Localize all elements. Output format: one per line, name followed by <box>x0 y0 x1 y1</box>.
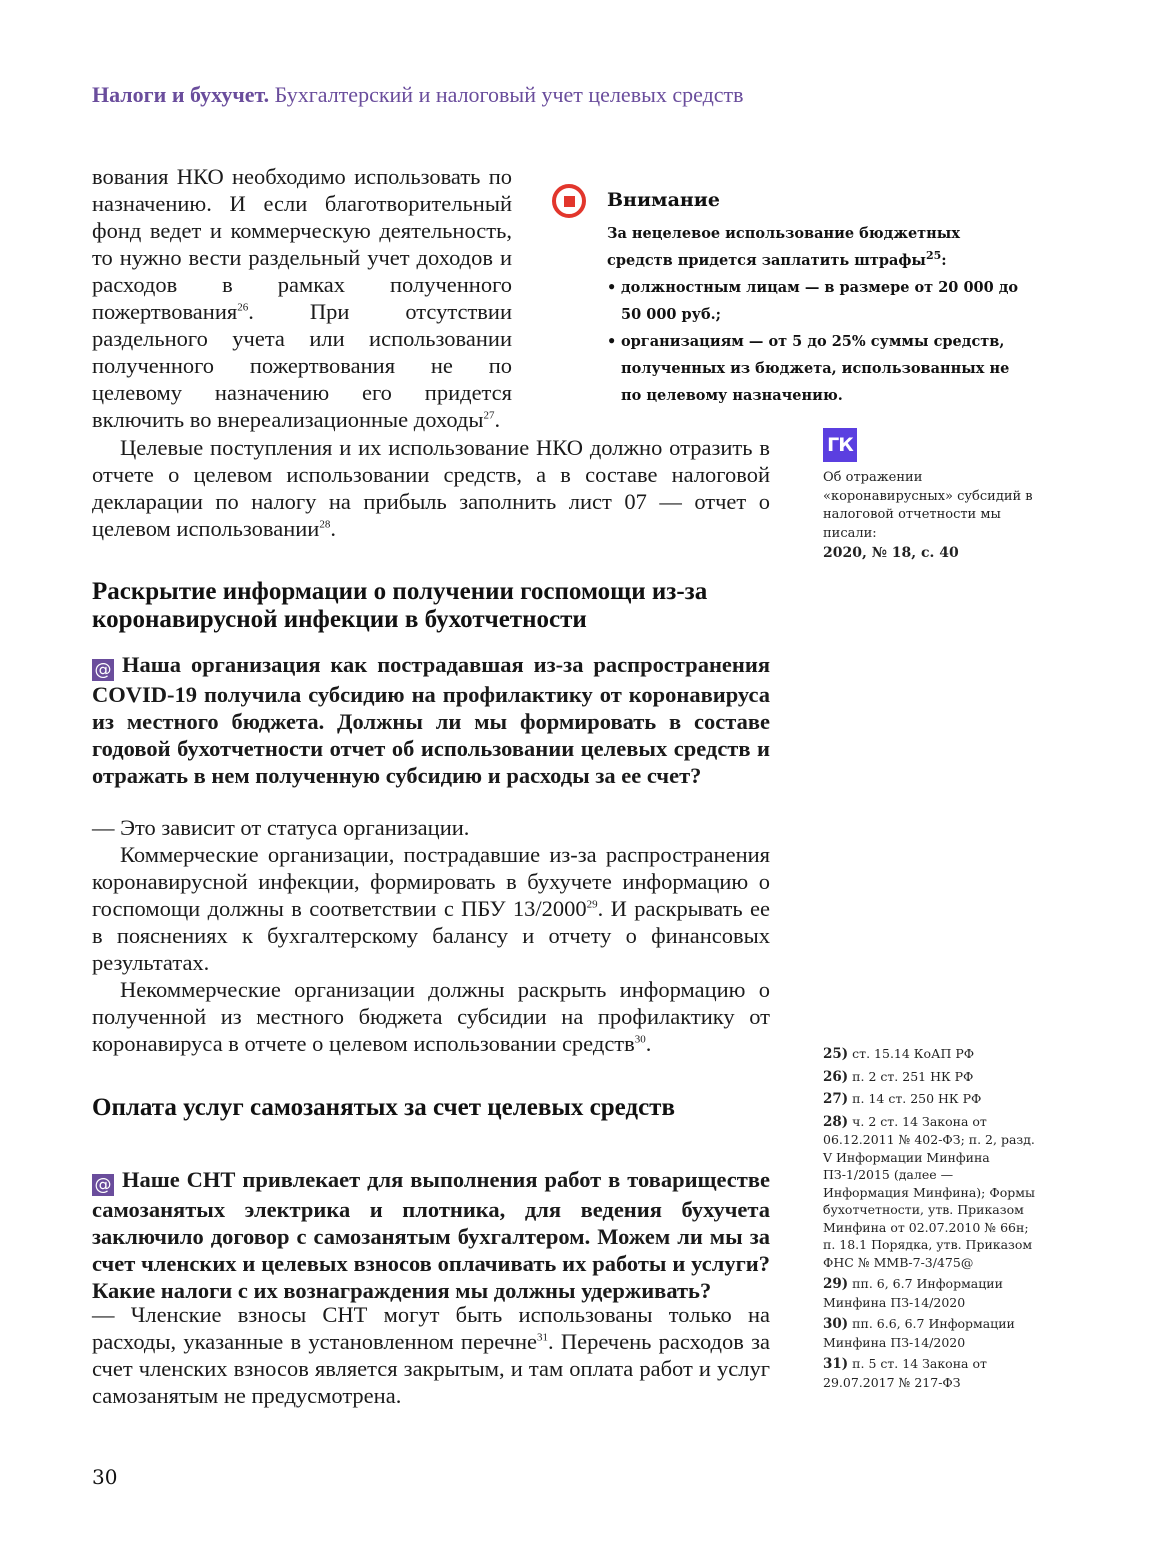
stop-icon <box>552 184 586 218</box>
footnote-ref[interactable]: 29 <box>586 898 598 911</box>
question-at-icon: @ <box>92 659 114 681</box>
attention-body <box>607 220 1027 409</box>
section-heading-2: Оплата услуг самозанятых за счет целевых средств <box>92 1094 675 1121</box>
footnote-ref[interactable]: 30 <box>634 1033 646 1046</box>
section-heading-1: Раскрытие информации о получении госпомощи из-за коронавирусной инфекции в бухотчетности <box>92 578 708 633</box>
attention-list-item: • организациям — от 5 до 25% суммы средств, полученных из бюджета, использованных не по целевому назначению. <box>607 328 1027 409</box>
running-header <box>92 82 744 108</box>
attention-title: Внимание <box>607 189 720 211</box>
footnote-item: 30) пп. 6.6, 6.7 Информации Минфина ПЗ-14/2020 <box>823 1316 1015 1350</box>
footnote-ref[interactable]: 26 <box>237 301 249 314</box>
intro-paragraph-2: Целевые поступления и их использование НКО должно отразить в отчете о целевом использовании средств, а в составе налоговой декларации по налогу на прибыль заполнить лист 07 — отчет о целевом использовании$^{28}$. <box>92 435 770 541</box>
sidebar-reference-text: Об отражении «коронавирусных» субсидий в налоговой отчетности мы писали: <box>823 470 1033 541</box>
attention-lead: За нецелевое использование бюджетных средств придется заплатить штрафы$^{25}$: <box>607 225 960 269</box>
footnote-item: 25) ст. 15.14 КоАП РФ <box>823 1046 975 1062</box>
footnote-item: 29) пп. 6, 6.7 Информации Минфина ПЗ-14/2020 <box>823 1276 1003 1310</box>
question-1: @ Наша организация как пострадавшая из-за распространения COVID-19 получила субсидию на профилактику от коронавируса из местного бюджета. Должны ли мы формировать в составе годовой бухотчетности отчет об использовании целевых средств и отражать в нем полученную субсидию и расходы за ее счет? <box>92 652 770 788</box>
footnote-item: 26) п. 2 ст. 251 НК РФ <box>823 1068 974 1085</box>
footnote-item: 31) п. 5 ст. 14 Закона от 29.07.2017 № 217-ФЗ <box>823 1356 987 1390</box>
footnote-ref[interactable]: 28 <box>319 518 331 531</box>
footnotes <box>823 1045 1043 1395</box>
answer-1-lead: — Это зависит от статуса организации. <box>92 815 470 840</box>
sidebar-reference <box>823 469 1043 563</box>
page-number: 30 <box>92 1465 118 1489</box>
question-2: @ Наше СНТ привлекает для выполнения работ в товариществе самозанятых электрика и плотника, для ведения бухучета заключило договор с самозанятым бухгалтером. Можем ли мы за счет членских и целевых взносов оплачивать их работы и услуги? Какие налоги с их вознаграждения мы должны удерживать? <box>92 1167 770 1303</box>
footnote-item: 28) ч. 2 ст. 14 Закона от 06.12.2011 № 402-ФЗ; п. 2, разд. V Информации Минфина ПЗ-1/2015 (далее — Информация Минфина); Формы бухотчетности, утв. Приказом Минфина от 02.07.2010 № 66н; п. 18.1 Порядка, утв. Приказом ФНС № ММВ-7-3/475@ <box>823 1113 1035 1270</box>
question-at-icon: @ <box>92 1174 114 1196</box>
attention-list-item: • должностным лицам — в размере от 20 000 до 50 000 руб.; <box>607 274 1027 328</box>
intro-paragraph-1: вования НКО необходимо использовать по назначению. И если благотворительный фонд ведет и коммерческую деятельность, то нужно вести раздельный учет доходов и расходов в рамках полученного пожертвования$^{26}$. При отсутствии раздельного учета или использовании полученного пожертвования не по целевому назначению его придется включить во внереализационные доходы$^{27}$. <box>92 164 512 432</box>
footnote-ref[interactable]: 31 <box>536 1331 548 1344</box>
attention-list <box>607 274 1027 409</box>
answer-2: — Членские взносы СНТ могут быть использованы только на расходы, указанные в установленном перечне$^{31}$. Перечень расходов за счет членских взносов является закрытым, и там оплата работ и услуг самозанятым не предусмотрена. <box>92 1302 770 1408</box>
sidebar-reference-citation[interactable]: 2020, № 18, с. 40 <box>823 545 959 561</box>
answer-1-paragraph-1: Коммерческие организации, пострадавшие из-за распространения коронавирусной инфекции, формировать в бухучете информацию о госпомощи должны в соответствии с ПБУ 13/2000$^{29}$. И раскрывать ее в пояснениях к бухгалтерскому балансу и отчету о финансовых результатах. <box>92 842 770 975</box>
footnote-ref[interactable]: 27 <box>483 409 495 422</box>
header-section: Налоги и бухучет. <box>92 82 270 107</box>
header-subtitle: Бухгалтерский и налоговый учет целевых средств <box>274 82 744 107</box>
footnote-item: 27) п. 14 ст. 250 НК РФ <box>823 1091 982 1107</box>
answer-1-paragraph-2: Некоммерческие организации должны раскрыть информацию о полученной из местного бюджета субсидии на профилактику от коронавируса в отчете о целевом использовании средств$^{30}$. <box>92 977 770 1056</box>
gk-logo-icon: ГК <box>823 428 857 462</box>
footnote-ref[interactable]: 25 <box>925 249 942 263</box>
